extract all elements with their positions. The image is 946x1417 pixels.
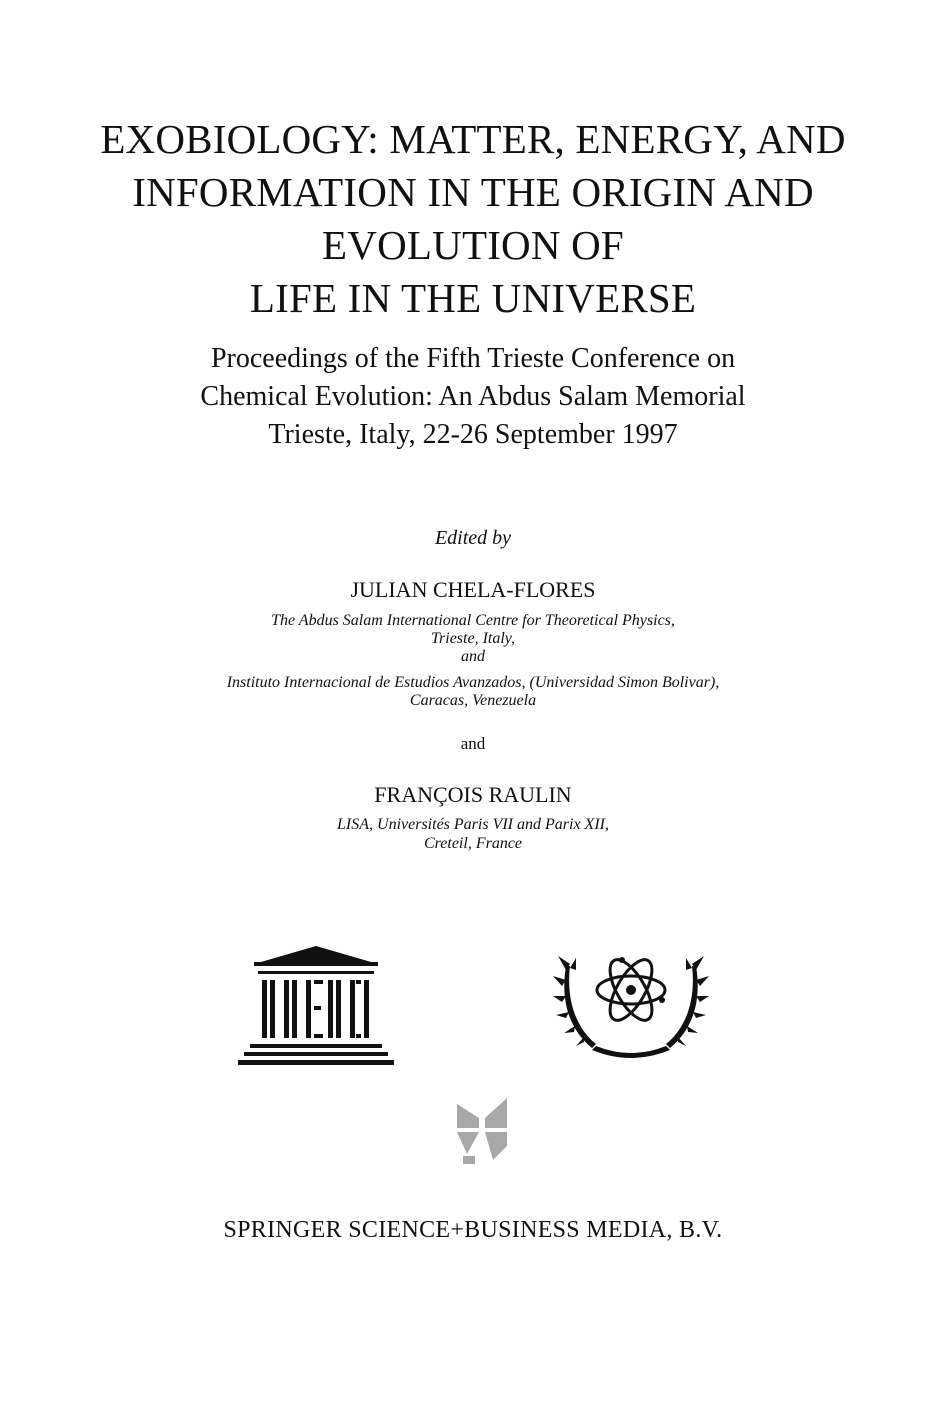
title-line-3: EVOLUTION OF [322,222,624,268]
publisher: SPRINGER SCIENCE+BUSINESS MEDIA, B.V. [223,1217,723,1243]
editor-1-affiliation-2: Trieste, Italy, [431,630,515,647]
edited-by: Edited by [434,527,512,549]
title-line-4: LIFE IN THE UNIVERSE [249,275,697,321]
unesco-logo [236,944,396,1073]
editor-1-affiliation-5: Caracas, Venezuela [409,692,537,709]
editor-1-affiliation-3: and [461,648,485,665]
title-line-2: INFORMATION IN THE ORIGIN AND [132,169,814,215]
subtitle-line-3: Trieste, Italy, 22-26 September 1997 [268,419,678,450]
iaea-logo [552,930,710,1075]
editor-2-affiliation-2: Creteil, France [423,835,523,852]
editor-2-name: FRANÇOIS RAULIN [374,782,572,807]
springer-knight-icon [453,1094,511,1166]
title-line-1: EXOBIOLOGY: MATTER, ENERGY, AND [100,116,846,162]
editor-1-affiliation-4: Instituto Internacional de Estudios Avanzados, (Universidad Simon Bolivar), [226,674,720,691]
springer-logo [453,1094,511,1171]
editor-1-name: JULIAN CHELA-FLORES [350,577,596,602]
unesco-logo-text [396,944,397,945]
editors-conjunction: and [460,734,486,753]
subtitle-line-2: Chemical Evolution: An Abdus Salam Memorial [200,381,746,412]
editor-1-affiliation-1: The Abdus Salam International Centre for Theoretical Physics, [271,612,675,629]
subtitle-line-1: Proceedings of the Fifth Trieste Conference on [210,343,736,374]
editor-2-affiliation-1: LISA, Universités Paris VII and Parix XII, [337,816,609,833]
atom-laurel-icon [552,930,710,1070]
unesco-temple-icon [236,944,396,1068]
